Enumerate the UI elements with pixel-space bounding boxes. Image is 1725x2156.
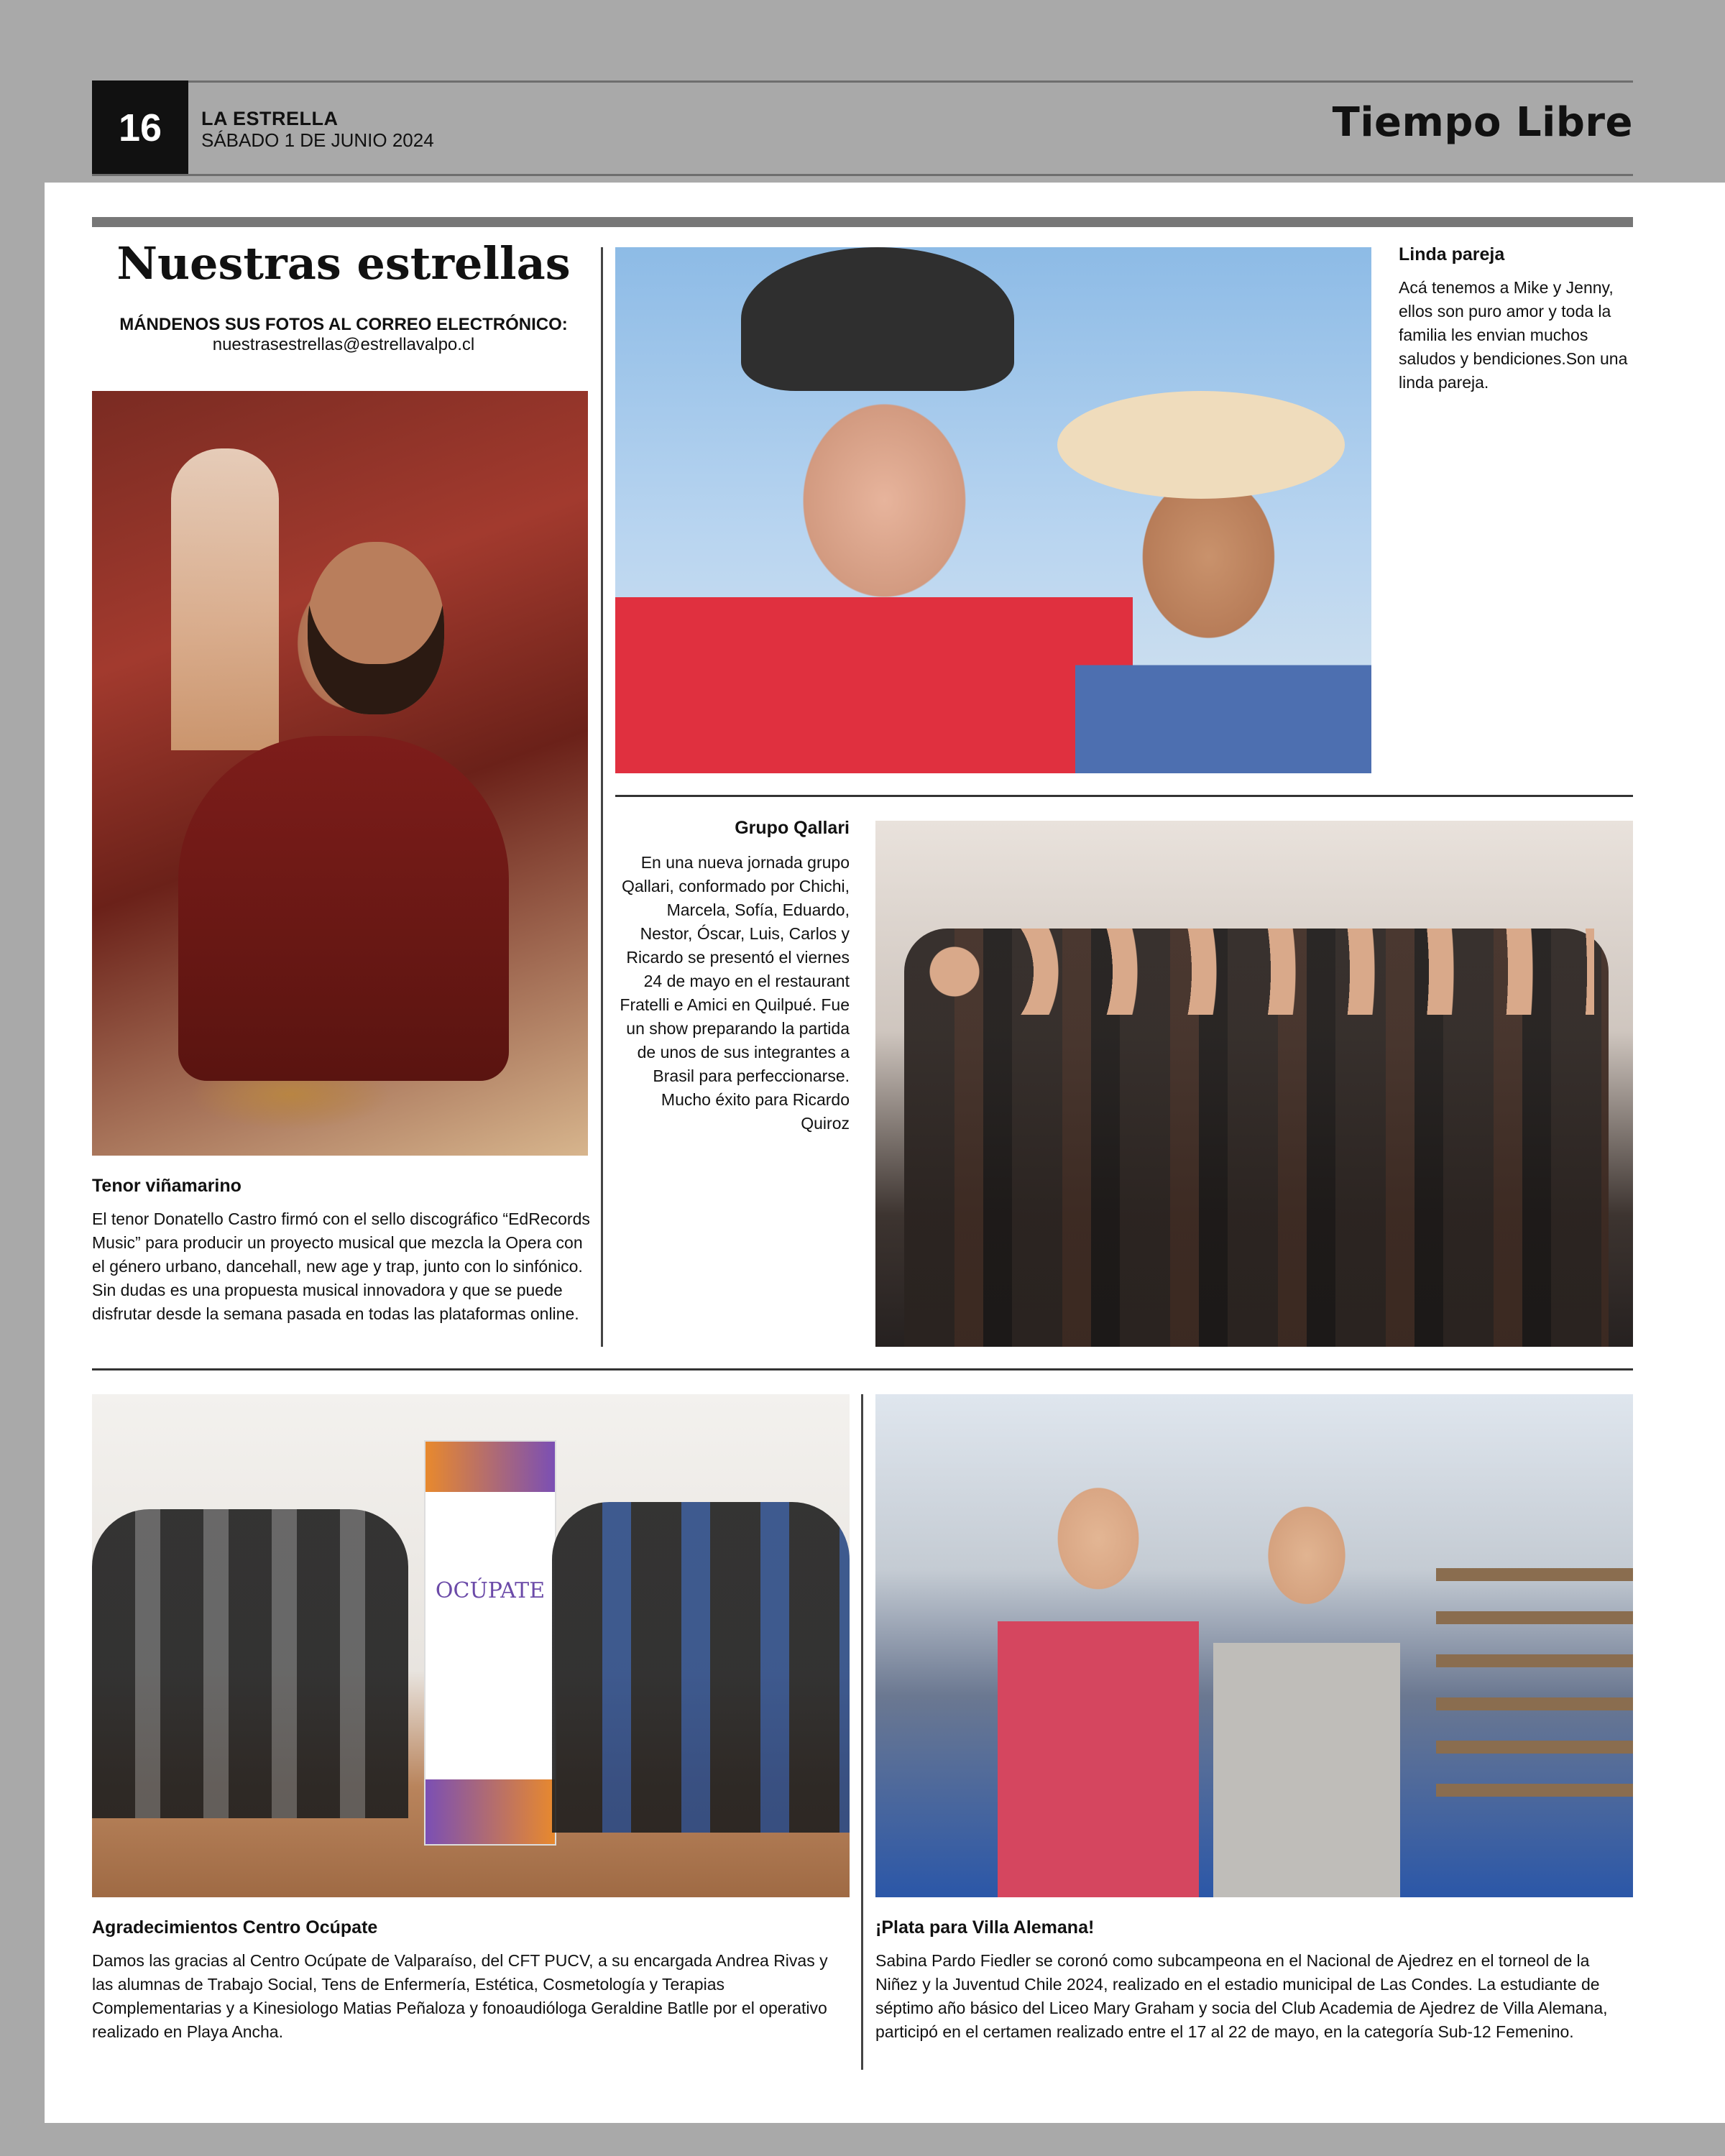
row-divider-bottom	[92, 1368, 1633, 1370]
section-name: Tiempo Libre	[1332, 99, 1633, 146]
ocupate-title: Agradecimientos Centro Ocúpate	[92, 1917, 378, 1938]
linda-text: Acá tenemos a Mike y Jenny, ellos son puro amor y toda la familia les envian muchos saludos y bendiciones.Son una linda pareja.	[1399, 278, 1628, 392]
couple-photo	[615, 247, 1371, 773]
issue-date: SÁBADO 1 DE JUNIO 2024	[201, 129, 434, 151]
ocupate-photo	[92, 1394, 850, 1897]
tenor-title: Tenor viñamarino	[92, 1176, 242, 1196]
header-rule-bottom	[92, 174, 1633, 176]
tenor-text: El tenor Donatello Castro firmó con el sello discográfico “EdRecords Music” para producir un proyecto musical que mezcla la Opera con el género urbano, dancehall, new age y trap, junto con lo sinfónico. Sin dudas es una propuesta musical innovadora y que se puede disfrutar desde la semana pasada en todas las plataformas online.	[92, 1210, 590, 1323]
header-rule-top	[92, 80, 1633, 83]
plata-title: ¡Plata para Villa Alemana!	[875, 1917, 1095, 1938]
qallari-text: En una nueva jornada grupo Qallari, conformado por Chichi, Marcela, Sofía, Eduardo, Nestor, Óscar, Luis, Carlos y Ricardo se presentó el viernes 24 de mayo en el restaurant Fratelli e Amici en Quilpué. Fue un show preparando la partida de unos de sus integrantes a Brasil para perfeccionarse. Mucho éxito para Ricardo Quiroz	[620, 853, 850, 1133]
column-divider-left	[601, 247, 603, 1347]
ocupate-banner	[424, 1440, 556, 1846]
column-email[interactable]: nuestrasestrellas@estrellavalpo.cl	[212, 335, 475, 354]
plata-text: Sabina Pardo Fiedler se coronó como subcampeona en el Nacional de Ajedrez en el torneol de la Niñez y la Juventud Chile 2024, realizado en el estadio municipal de Las Condes. La estudiante de séptimo año básico del Liceo Mary Graham y socia del Club Academia de Ajedrez de Villa Alemana, participó en el certamen realizado entre el 17 al 22 de mayo, en la categoría Sub-12 Femenino.	[875, 1951, 1608, 2041]
paper-name: LA ESTRELLA	[201, 108, 339, 129]
column-subtitle: MÁNDENOS SUS FOTOS AL CORREO ELECTRÓNICO:	[119, 315, 568, 334]
ocupate-banner-text: OCÚPATE	[435, 1578, 546, 1603]
qallari-photo	[875, 821, 1633, 1347]
qallari-title: Grupo Qallari	[735, 818, 850, 838]
top-gray-bar	[92, 217, 1633, 227]
linda-title: Linda pareja	[1399, 244, 1505, 264]
column-divider-bottom	[861, 1394, 863, 2070]
ocupate-text: Damos las gracias al Centro Ocúpate de Valparaíso, del CFT PUCV, a su encargada Andrea Rivas y las alumnas de Trabajo Social, Tens de Enfermería, Estética, Cosmetología y Terapias Complementarias y a Kinesiologo Matias Peñaloza y fonoaudióloga Geraldine Batlle por el operativo realizado en Playa Ancha.	[92, 1951, 828, 2041]
page-number: 16	[92, 80, 188, 175]
row-divider-middle	[615, 795, 1633, 797]
plata-photo	[875, 1394, 1633, 1897]
tenor-photo	[92, 391, 588, 1156]
column-title: Nuestras estrellas	[116, 237, 571, 290]
